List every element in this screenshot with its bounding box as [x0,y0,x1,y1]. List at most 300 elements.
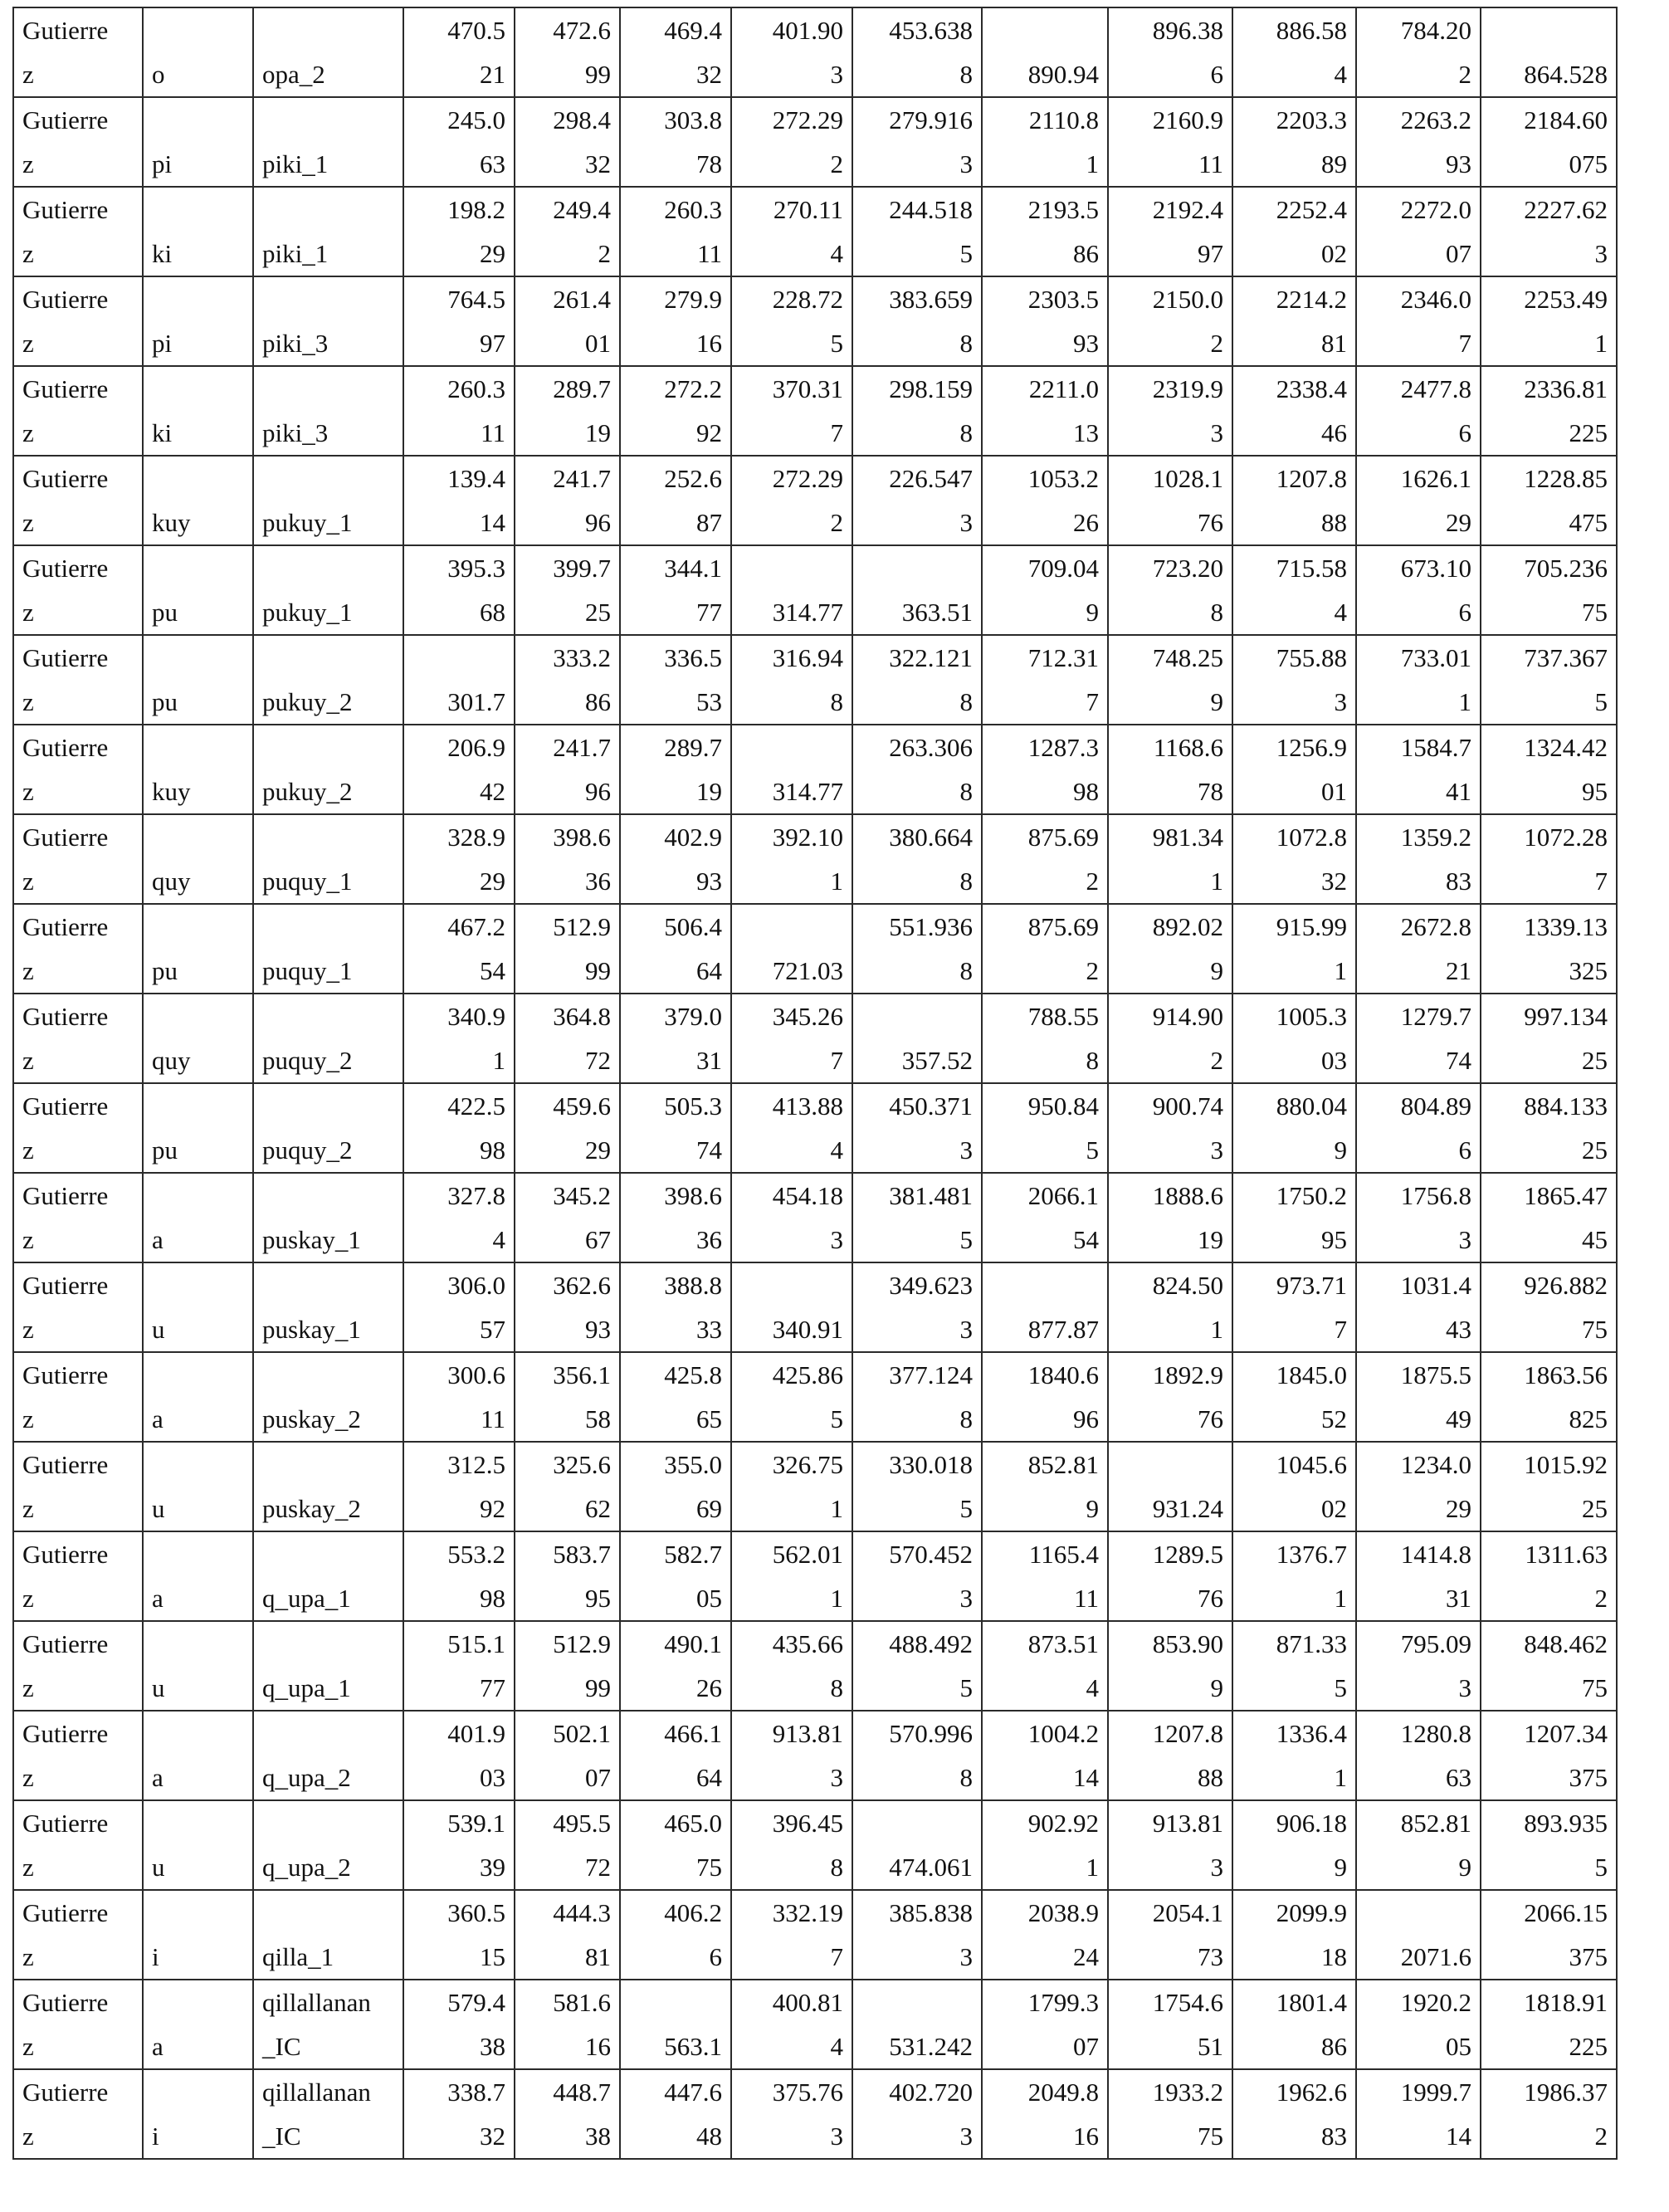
cell-line-upper: Gutierre [22,1988,109,2017]
cell-line-upper: 1045.6 [1276,1450,1347,1479]
cell-line-upper [254,1891,403,1935]
table-cell-value-10 [1481,276,1617,366]
cell-line-lower: 96 [585,508,611,537]
table-row [13,1800,1617,1890]
cell-line-upper [254,98,403,142]
cell-line-upper: 1754.6 [1152,1988,1223,2017]
cell-line-lower: 8 [959,1763,973,1792]
table-cell-word [253,1890,403,1980]
cell-line-upper [1109,1443,1232,1487]
cell-line-upper: 733.01 [1400,643,1471,672]
cell-line-upper: Gutierre [22,1002,109,1031]
cell-line-lower: 8 [959,687,973,716]
cell-line-upper: 1962.6 [1276,2078,1347,2107]
cell-line-lower: 78 [696,149,722,178]
table-cell-value-5 [852,725,982,814]
cell-line-upper: 1863.56 [1524,1360,1608,1389]
cell-line-lower: 65 [696,1404,722,1433]
cell-line-upper: 1999.7 [1400,2078,1471,2107]
cell-line-upper [144,1532,252,1576]
table-cell-value-3 [620,814,731,904]
table-cell-value-2 [515,1980,620,2069]
cell-line-lower: 9 [1210,687,1223,716]
table-cell-value-3 [620,1531,731,1621]
cell-line-upper: Gutierre [22,1540,109,1569]
cell-line-upper: Gutierre [22,643,109,672]
cell-line-upper [144,1980,252,2024]
table-cell-value-6 [982,1800,1108,1890]
cell-line-upper: 551.936 [889,912,973,941]
table-row [13,276,1617,366]
cell-line-upper: Gutierre [22,823,109,852]
cell-line-upper: 1756.8 [1400,1181,1471,1210]
cell-line-upper [732,905,852,949]
table-cell-value-10 [1481,1890,1617,1980]
table-cell-speaker [13,366,143,456]
table-row [13,97,1617,187]
cell-line-upper: 1207.8 [1276,464,1347,493]
table-cell-speaker [13,1352,143,1442]
table-cell-value-5 [852,635,982,725]
cell-line-lower: pu [152,687,178,716]
cell-line-upper [144,8,252,52]
table-row [13,814,1617,904]
table-cell-value-5 [852,7,982,97]
table-cell-word [253,187,403,276]
cell-line-lower: i [152,1942,159,1971]
cell-line-upper: 1165.4 [1028,1540,1099,1569]
table-cell-value-6 [982,456,1108,545]
cell-line-lower: 11 [481,418,505,447]
cell-line-lower: 15 [480,1942,505,1971]
cell-line-upper [853,546,981,590]
cell-line-lower: 5 [959,239,973,268]
cell-line-lower: 73 [1198,1942,1223,1971]
cell-line-upper: 570.996 [889,1719,973,1748]
cell-line-upper [144,1622,252,1666]
table-cell-value-7 [1108,994,1232,1083]
cell-line-lower: q_upa_1 [262,1584,351,1613]
table-cell-word [253,1800,403,1890]
cell-line-lower: 1 [1458,687,1471,716]
table-cell-word [253,366,403,456]
cell-line-lower: 36 [696,1225,722,1254]
cell-line-lower: 75 [1198,2122,1223,2151]
table-cell-value-9 [1356,1711,1481,1800]
table-cell-value-10 [1481,1621,1617,1711]
table-cell-value-7 [1108,545,1232,635]
table-cell-value-2 [515,545,620,635]
table-cell-value-4 [731,187,852,276]
cell-line-upper: 448.7 [553,2078,611,2107]
table-cell-value-1 [403,1173,515,1262]
cell-line-upper: Gutierre [22,16,109,45]
cell-line-lower: 54 [1073,1225,1099,1254]
table-cell-segment [143,1800,253,1890]
cell-line-upper: 245.0 [447,105,505,134]
table-cell-value-6 [982,187,1108,276]
table-cell-value-7 [1108,456,1232,545]
cell-line-upper: 263.306 [889,733,973,762]
table-cell-speaker [13,904,143,994]
cell-line-lower: 357.52 [901,1046,973,1075]
cell-line-upper [254,905,403,949]
table-cell-value-7 [1108,1621,1232,1711]
table-cell-value-4 [731,904,852,994]
cell-line-lower: 74 [1446,1046,1471,1075]
cell-line-upper [144,725,252,769]
cell-line-upper: 1005.3 [1276,1002,1347,1031]
cell-line-lower: 03 [1321,1046,1347,1075]
cell-line-upper: 467.2 [447,912,505,941]
table-cell-value-9 [1356,1083,1481,1173]
table-cell-value-4 [731,456,852,545]
table-row [13,1083,1617,1173]
table-cell-value-3 [620,276,731,366]
table-row [13,366,1617,456]
cell-line-upper: 1168.6 [1153,733,1223,762]
cell-line-upper: 298.4 [553,105,611,134]
table-cell-value-6 [982,276,1108,366]
table-cell-value-8 [1232,276,1356,366]
cell-line-lower: 58 [585,1404,611,1433]
table-cell-segment [143,1711,253,1800]
cell-line-lower: 075 [1569,149,1608,178]
cell-line-upper: 1015.92 [1524,1450,1608,1479]
cell-line-upper [254,188,403,232]
cell-line-lower: 29 [1446,1494,1471,1523]
cell-line-upper: 2303.5 [1027,285,1099,314]
cell-line-lower: 5 [830,329,843,358]
cell-line-lower: 2 [1210,329,1223,358]
cell-line-lower: puskay_2 [262,1494,361,1523]
cell-line-lower: 8 [959,956,973,985]
table-cell-value-10 [1481,545,1617,635]
cell-line-lower: u [152,1853,165,1882]
cell-line-upper [144,1711,252,1755]
table-cell-word [253,1352,403,1442]
cell-line-lower: 314.77 [772,777,843,806]
cell-line-upper [732,725,852,769]
table-cell-value-6 [982,97,1108,187]
cell-line-lower: quy [152,867,191,896]
cell-line-upper [254,815,403,859]
cell-line-upper: Gutierre [22,1898,109,1927]
cell-line-upper: 379.0 [664,1002,722,1031]
cell-line-lower: 5 [959,1225,973,1254]
cell-line-upper: 454.18 [772,1181,843,1210]
cell-line-lower: 7 [830,418,843,447]
cell-line-upper: 784.20 [1400,16,1471,45]
table-cell-word [253,1442,403,1531]
cell-line-lower: 2 [598,239,611,268]
cell-line-upper: Gutierre [22,1629,109,1658]
cell-line-upper: 470.5 [447,16,505,45]
cell-line-upper: 435.66 [772,1629,843,1658]
cell-line-upper: 327.8 [447,1181,505,1210]
table-cell-value-1 [403,725,515,814]
cell-line-upper: 249.4 [553,195,611,224]
cell-line-upper: 902.92 [1027,1809,1099,1838]
cell-line-lower: 93 [585,1315,611,1344]
table-cell-speaker [13,187,143,276]
cell-line-upper: 2099.9 [1276,1898,1347,1927]
table-cell-value-10 [1481,1531,1617,1621]
cell-line-lower: 26 [1073,508,1099,537]
cell-line-upper: 709.04 [1027,554,1099,583]
cell-line-lower: 11 [1198,149,1223,178]
cell-line-upper: 228.72 [772,285,843,314]
table-row [13,1352,1617,1442]
cell-line-lower: quy [152,1046,191,1075]
table-cell-value-6 [982,1890,1108,1980]
table-cell-value-5 [852,814,982,904]
cell-line-upper: 399.7 [553,554,611,583]
cell-line-upper: 804.89 [1400,1091,1471,1121]
table-cell-value-3 [620,1980,731,2069]
cell-line-upper: 1339.13 [1524,912,1608,941]
cell-line-lower: 864.528 [1524,60,1608,89]
cell-line-lower: q_upa_2 [262,1763,351,1792]
cell-line-lower: 563.1 [664,2032,722,2061]
table-cell-value-9 [1356,1262,1481,1352]
cell-line-lower: 4 [492,1225,505,1254]
cell-line-upper: 398.6 [553,823,611,852]
cell-line-lower: a [152,1763,163,1792]
table-cell-value-7 [1108,1711,1232,1800]
cell-line-lower: _IC [262,2032,301,2061]
cell-line-lower: 3 [830,1225,843,1254]
cell-line-upper: 1280.8 [1400,1719,1471,1748]
cell-line-upper [853,1980,981,2024]
table-cell-value-2 [515,1262,620,1352]
cell-line-upper: 1287.3 [1027,733,1099,762]
table-cell-value-7 [1108,635,1232,725]
table-cell-segment [143,2069,253,2159]
cell-line-lower: 72 [585,1046,611,1075]
table-cell-value-10 [1481,456,1617,545]
cell-line-lower: 225 [1569,418,1608,447]
cell-line-upper: 582.7 [664,1540,722,1569]
cell-line-upper: 1256.9 [1276,733,1347,762]
table-cell-value-4 [731,366,852,456]
table-cell-value-1 [403,1711,515,1800]
cell-line-upper: 381.481 [889,1181,973,1210]
cell-line-upper: 997.134 [1524,1002,1608,1031]
table-cell-value-9 [1356,7,1481,97]
table-cell-value-7 [1108,725,1232,814]
cell-line-lower: 4 [830,239,843,268]
table-cell-value-8 [1232,97,1356,187]
cell-line-upper: 579.4 [447,1988,505,2017]
table-cell-word [253,276,403,366]
table-cell-segment [143,635,253,725]
cell-line-upper: 206.9 [447,733,505,762]
cell-line-upper: 1376.7 [1276,1540,1347,1569]
cell-line-lower: 8 [830,1673,843,1702]
table-cell-value-5 [852,545,982,635]
cell-line-upper: 1311.63 [1525,1540,1608,1569]
table-cell-value-8 [1232,2069,1356,2159]
table-row [13,1262,1617,1352]
cell-line-lower: 2 [1458,60,1471,89]
cell-line-upper: 328.9 [447,823,505,852]
cell-line-upper: 300.6 [447,1360,505,1389]
cell-line-upper: 488.492 [889,1629,973,1658]
table-cell-value-8 [1232,1621,1356,1711]
cell-line-upper: 880.04 [1276,1091,1347,1121]
cell-line-lower: 8 [1086,1046,1099,1075]
cell-line-upper: 465.0 [664,1809,722,1838]
table-cell-value-9 [1356,97,1481,187]
table-cell-value-2 [515,725,620,814]
cell-line-upper: 370.31 [772,374,843,403]
cell-line-lower: 3 [959,1942,973,1971]
table-cell-value-3 [620,1890,731,1980]
cell-line-lower: 92 [696,418,722,447]
cell-line-upper: 1207.34 [1524,1719,1608,1748]
cell-line-lower: 75 [1582,598,1608,627]
cell-line-lower: 07 [585,1763,611,1792]
cell-line-upper: 332.19 [772,1898,843,1927]
table-cell-value-7 [1108,97,1232,187]
table-cell-value-6 [982,1621,1108,1711]
table-cell-value-8 [1232,1352,1356,1442]
cell-line-lower: 29 [585,1135,611,1165]
table-cell-value-9 [1356,1352,1481,1442]
cell-line-lower: 46 [1321,418,1347,447]
table-cell-value-8 [1232,1711,1356,1800]
table-cell-value-1 [403,1800,515,1890]
cell-line-lower: 95 [1582,777,1608,806]
cell-line-lower: 63 [1446,1763,1471,1792]
cell-line-upper: 755.88 [1276,643,1347,672]
table-cell-value-1 [403,7,515,97]
cell-line-upper: 472.6 [553,16,611,45]
table-cell-value-7 [1108,1352,1232,1442]
cell-line-lower: 7 [1594,867,1608,896]
cell-line-lower: 2071.6 [1400,1942,1471,1971]
cell-line-lower: 81 [585,1942,611,1971]
cell-line-lower: 8 [959,329,973,358]
table-cell-value-5 [852,2069,982,2159]
table-cell-segment [143,1173,253,1262]
table-cell-value-8 [1232,1531,1356,1621]
table-cell-speaker [13,994,143,1083]
cell-line-upper: Gutierre [22,2078,109,2107]
cell-line-lower: 03 [480,1763,505,1792]
table-cell-speaker [13,1890,143,1980]
cell-line-lower: 25 [1582,1046,1608,1075]
cell-line-lower: 2 [1594,1584,1608,1613]
cell-line-lower: 53 [696,687,722,716]
cell-line-lower: 9 [1086,598,1099,627]
cell-line-lower: 38 [585,2122,611,2151]
cell-line-upper: 852.81 [1027,1450,1099,1479]
table-cell-value-8 [1232,1173,1356,1262]
cell-line-lower: 8 [830,1853,843,1882]
cell-line-upper: 884.133 [1524,1091,1608,1121]
cell-line-lower: 48 [696,2122,722,2151]
cell-line-upper: 875.69 [1027,912,1099,941]
cell-line-upper: Gutierre [22,912,109,941]
cell-line-upper [254,1801,403,1845]
cell-line-lower: z [22,2032,34,2061]
cell-line-upper: Gutierre [22,1271,109,1300]
cell-line-lower: z [22,1584,34,1613]
cell-line-lower: 07 [1073,2032,1099,2061]
cell-line-lower: 64 [696,1763,722,1792]
cell-line-lower: 3 [1210,1853,1223,1882]
table-cell-value-2 [515,1531,620,1621]
cell-line-lower: 96 [1073,1404,1099,1433]
cell-line-lower: 11 [1074,1584,1099,1613]
cell-line-upper: 1865.47 [1524,1181,1608,1210]
cell-line-upper: 261.4 [553,285,611,314]
cell-line-upper [254,1622,403,1666]
cell-line-lower: 52 [1321,1404,1347,1433]
cell-line-lower: 98 [480,1584,505,1613]
cell-line-upper: 673.10 [1400,554,1471,583]
cell-line-upper: 2110.8 [1028,105,1099,134]
cell-line-upper [853,994,981,1038]
table-cell-value-9 [1356,545,1481,635]
cell-line-lower: piki_1 [262,149,329,178]
table-cell-value-1 [403,545,515,635]
cell-line-lower: qilla_1 [262,1942,334,1971]
cell-line-lower: 69 [696,1494,722,1523]
table-cell-value-1 [403,366,515,456]
cell-line-upper [144,367,252,411]
cell-line-lower: 3 [1458,1673,1471,1702]
cell-line-upper: 396.45 [772,1809,843,1838]
cell-line-lower: 21 [1446,956,1471,985]
cell-line-upper: 1289.5 [1152,1540,1223,1569]
cell-line-lower: 86 [1073,239,1099,268]
cell-line-lower: 5 [959,1673,973,1702]
cell-line-upper [144,905,252,949]
cell-line-upper: 469.4 [664,16,722,45]
cell-line-lower: z [22,1763,34,1792]
table-cell-speaker [13,814,143,904]
cell-line-upper [144,188,252,232]
table-cell-value-4 [731,725,852,814]
cell-line-upper: 444.3 [553,1898,611,1927]
cell-line-upper [254,1084,403,1128]
cell-line-upper: 326.75 [772,1450,843,1479]
cell-line-lower: z [22,1135,34,1165]
table-cell-word [253,2069,403,2159]
table-cell-segment [143,97,253,187]
table-cell-value-1 [403,1980,515,2069]
table-cell-value-5 [852,1352,982,1442]
table-cell-value-7 [1108,904,1232,994]
cell-line-lower: 43 [1446,1315,1471,1344]
cell-line-lower: u [152,1494,165,1523]
cell-line-upper: 2184.60 [1524,105,1608,134]
cell-line-upper [144,1801,252,1845]
table-cell-word [253,994,403,1083]
cell-line-upper: 272.2 [664,374,722,403]
cell-line-lower: 39 [480,1853,505,1882]
cell-line-lower: pukuy_2 [262,777,353,806]
cell-line-lower: 8 [1210,598,1223,627]
cell-line-lower: 41 [1446,777,1471,806]
table-cell-value-5 [852,366,982,456]
cell-line-upper [144,994,252,1038]
cell-line-lower: 4 [830,1135,843,1165]
table-cell-value-10 [1481,1083,1617,1173]
